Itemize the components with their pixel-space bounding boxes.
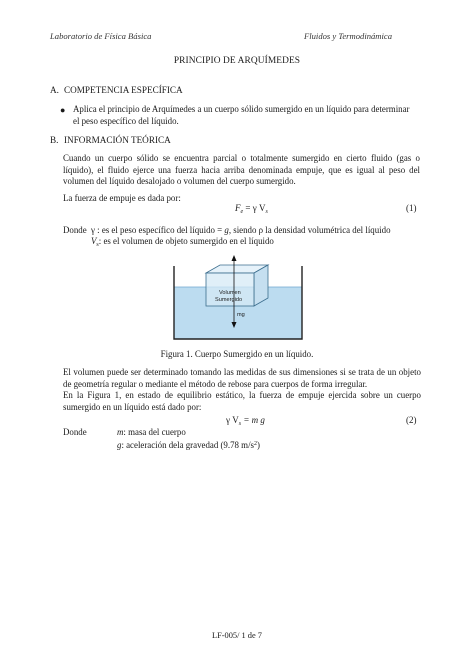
gravity-definition bbox=[117, 439, 260, 452]
box-label-line-1: Volumen bbox=[219, 290, 241, 296]
m-symbol: m bbox=[117, 427, 124, 437]
eq2-gamma-v: γ V bbox=[226, 415, 239, 425]
bullet-icon: ● bbox=[60, 105, 66, 115]
intro-line-2: líquido), el fluido ejerce una fuerza hacia arriba denominada empuje, que es igual al peso del bbox=[63, 164, 420, 175]
g-symbol: g bbox=[117, 440, 122, 450]
header-right: Fluidos y Termodinámica bbox=[304, 31, 393, 41]
bullet-text bbox=[73, 104, 433, 127]
section-a-letter: A. bbox=[50, 85, 59, 95]
vs-def: : es el volumen de objeto sumergido en el líquido bbox=[98, 236, 274, 246]
eq1-lhs-sub: e bbox=[240, 209, 244, 215]
section-a-heading bbox=[50, 85, 183, 95]
header-left: Laboratorio de Física Básica bbox=[50, 31, 152, 41]
eq1-rhs-sub: s bbox=[265, 209, 268, 215]
page-footer: LF-005/ 1 de 7 bbox=[211, 631, 262, 640]
section-b-letter: B. bbox=[50, 135, 59, 145]
eq1-lhs: F bbox=[235, 203, 241, 213]
vs-symbol: V bbox=[91, 236, 97, 246]
post-line-3: En la Figura 1, en estado de equilibrio estático, la fuerza de empuje ejercida sobre un cuerpo bbox=[63, 390, 421, 401]
equation-2 bbox=[226, 415, 265, 427]
bullet-line-2: el peso específico del líquido. bbox=[73, 115, 179, 126]
g-def-a: : aceleración dela gravedad (9.78 m/s bbox=[121, 440, 255, 450]
donde-label-2: Donde bbox=[63, 427, 87, 437]
m-def: : masa del cuerpo bbox=[123, 427, 186, 437]
post-line-1: El volumen puede ser determinado tomando las medidas de sus dimensiones si se trata de un objeto bbox=[63, 367, 421, 377]
equation-1-number: (1) bbox=[406, 203, 417, 213]
post-line-4: sumergido en un líquido está dado por: bbox=[63, 401, 202, 412]
section-a-title: COMPETENCIA ESPECÍFICA bbox=[64, 85, 183, 95]
submerged-body-figure bbox=[170, 254, 306, 344]
buoyancy-arrow-head bbox=[232, 255, 237, 261]
eq2-sub: s bbox=[238, 421, 242, 427]
equation-1 bbox=[235, 203, 268, 215]
vs-definition bbox=[91, 236, 274, 252]
gamma-def-c: , siendo ρ la densidad volumétrica del líquido bbox=[228, 225, 391, 235]
section-b-title: INFORMACIÓN TEÓRICA bbox=[64, 135, 171, 145]
gamma-def-a: γ : es el peso específico del líquido = bbox=[91, 225, 223, 235]
intro-paragraph bbox=[63, 153, 420, 188]
section-b-heading bbox=[50, 135, 171, 145]
gamma-def-g: g bbox=[224, 225, 229, 235]
force-intro: La fuerza de empuje es dada por: bbox=[63, 193, 181, 203]
eq2-rhs: = m g bbox=[243, 415, 265, 425]
intro-line-1: Cuando un cuerpo sólido se encuentra parcial o totalmente sumergido en cierto fluido (gas o bbox=[63, 153, 420, 163]
g-def-b: ) bbox=[257, 440, 260, 450]
post-line-2: de geometría regular o mediante el método de rebose para cuerpos de forma irregular. bbox=[63, 378, 368, 389]
equation-2-number: (2) bbox=[406, 415, 417, 425]
eq1-rhs: = γ V bbox=[245, 203, 266, 213]
bullet-line-1: Aplica el principio de Arquímedes a un cuerpo sólido sumergido en un líquido para determinar bbox=[73, 104, 410, 114]
box-label-line-2: Sumergido bbox=[215, 297, 243, 303]
figure-caption: Figura 1. Cuerpo Sumergido en un líquido. bbox=[160, 349, 314, 359]
post-figure-paragraph bbox=[63, 367, 421, 413]
intro-line-3: volumen del líquido desalojado o volumen del cuerpo sumergido. bbox=[63, 176, 296, 187]
vs-sub: s bbox=[96, 242, 99, 248]
mg-label: mg bbox=[237, 312, 245, 318]
donde-label-1: Donde bbox=[63, 225, 87, 235]
page-title: PRINCIPIO DE ARQUÍMEDES bbox=[173, 56, 301, 66]
g-def-sup: 2 bbox=[254, 441, 258, 447]
mass-definition bbox=[117, 427, 186, 439]
gamma-definition bbox=[91, 225, 431, 237]
